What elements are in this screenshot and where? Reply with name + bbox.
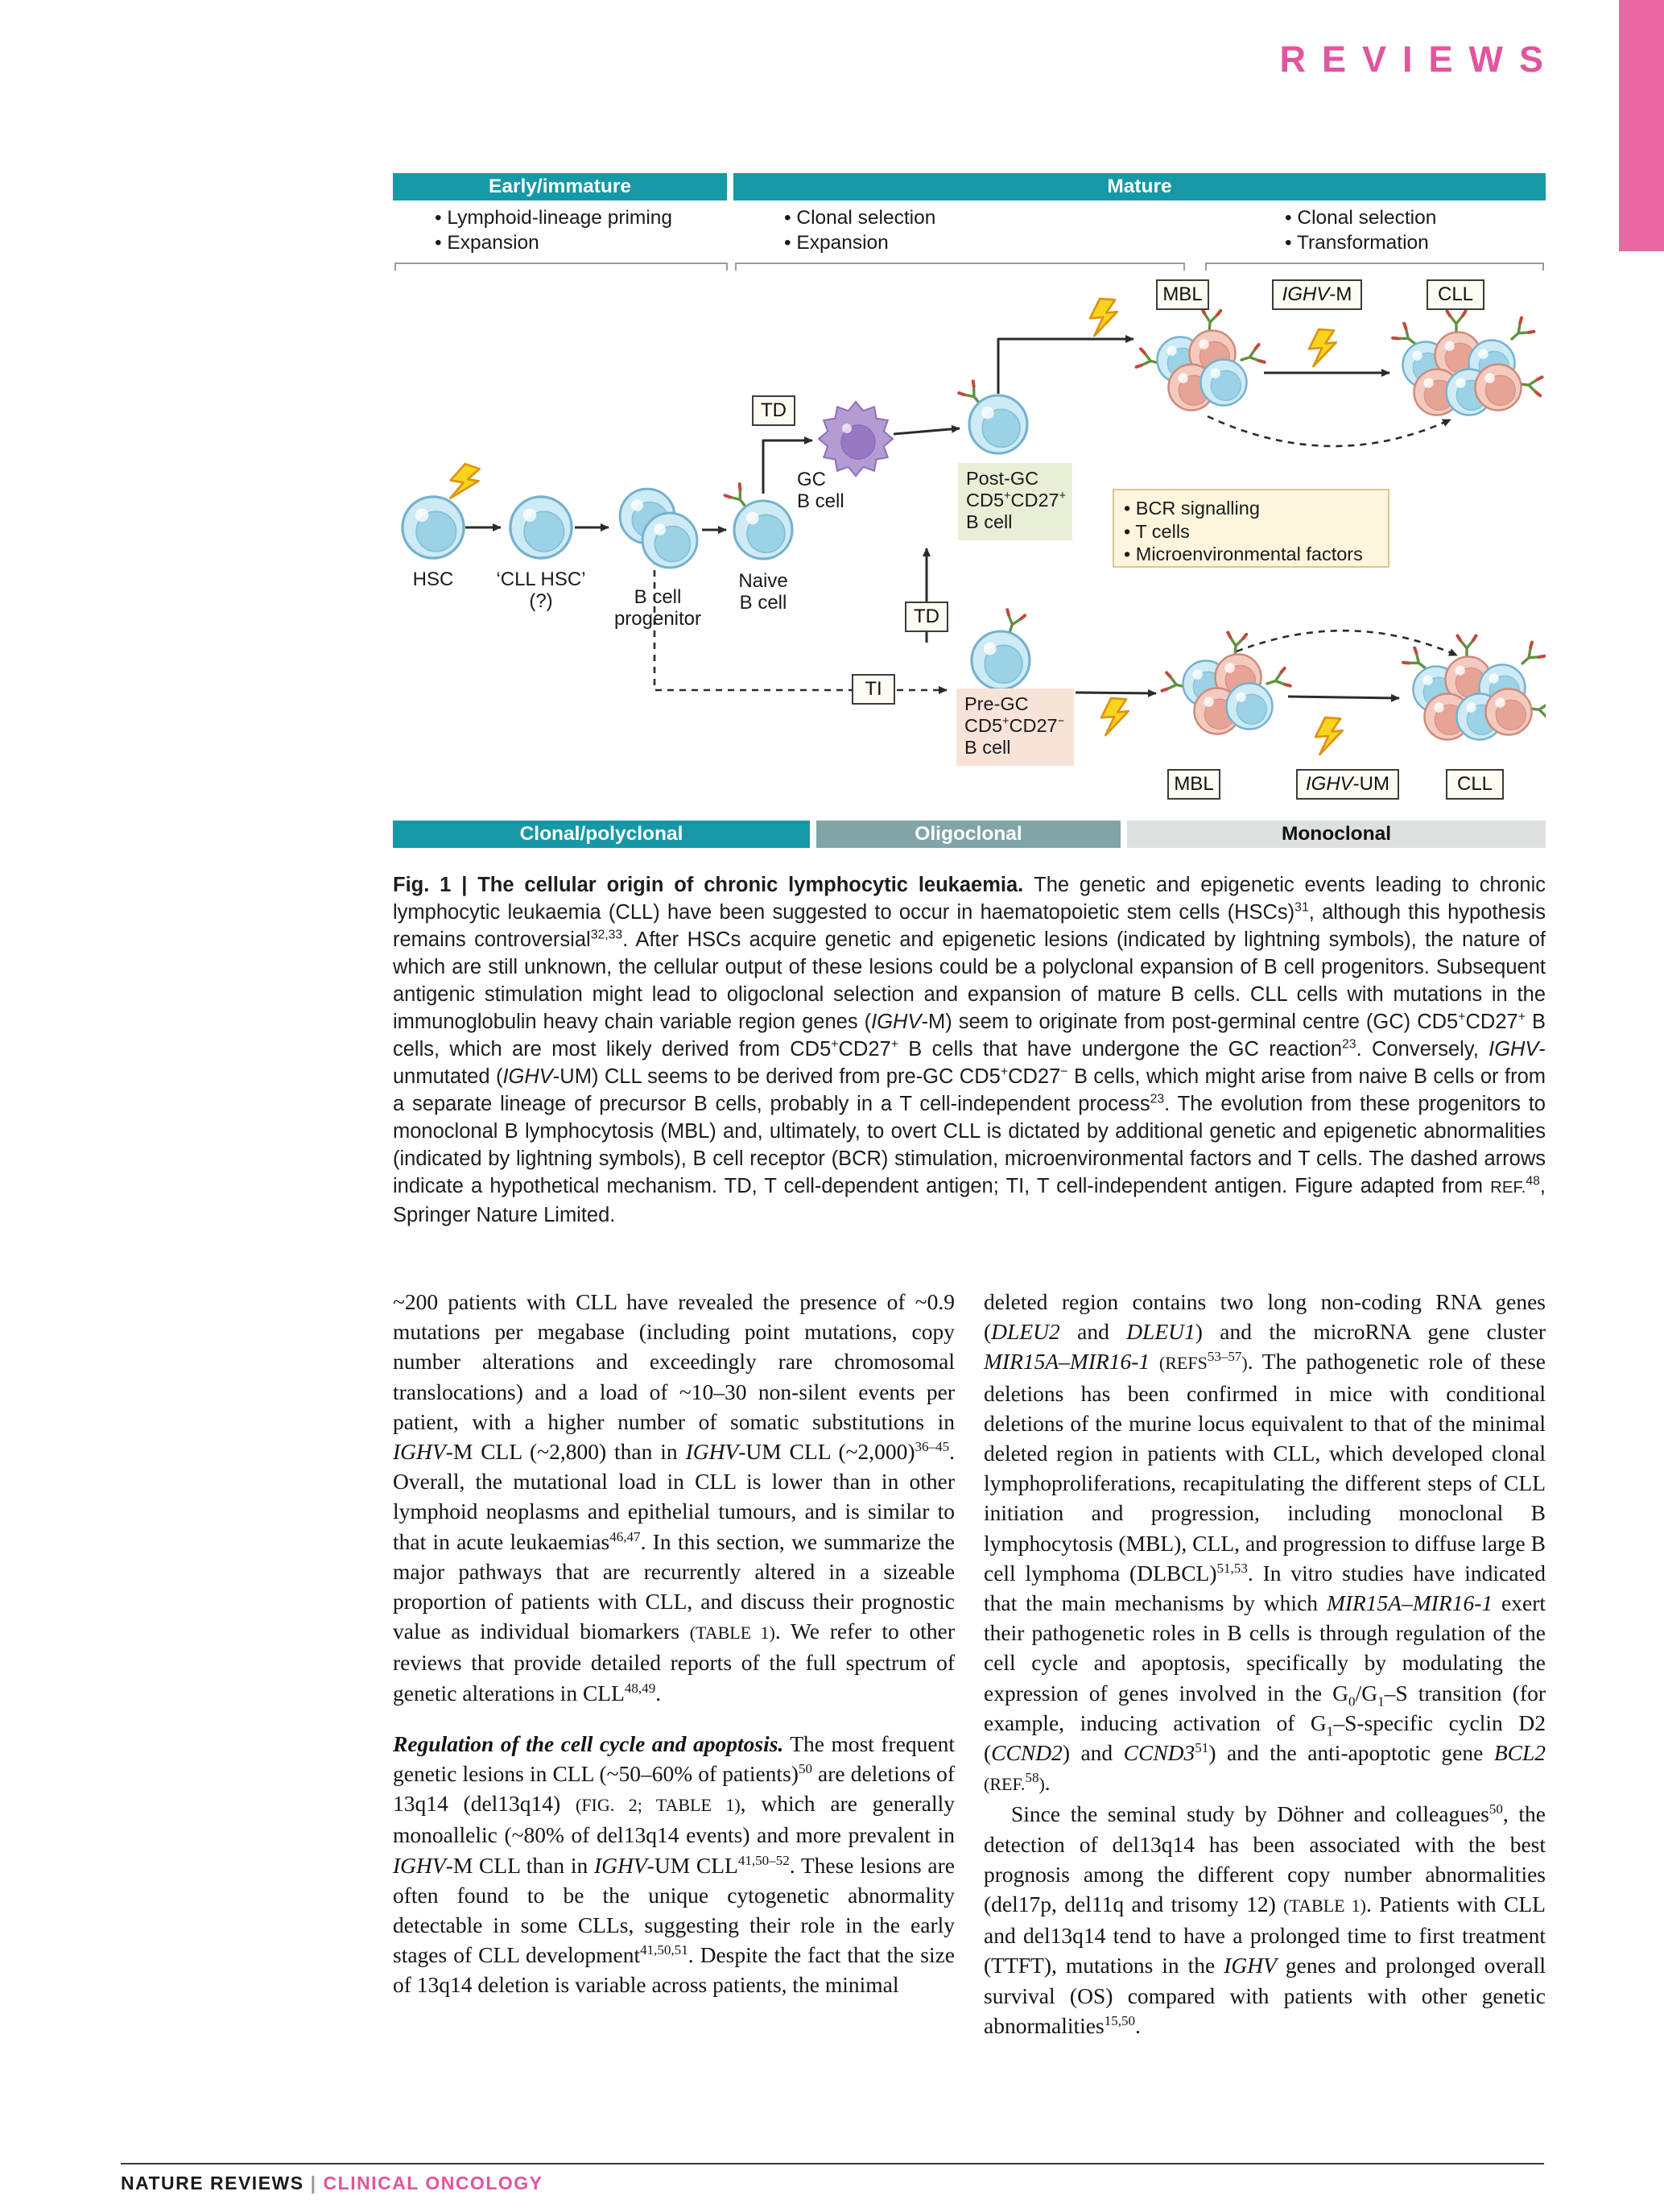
figure-caption: Fig. 1 | The cellular origin of chronic lymphocytic leukaemia. The genetic and epigenetic events leading to chronic lymphocytic leukaemia (CLL) have been suggested to occur in haematopoietic stem cells (HSCs)$^{31}$, although this hypothesis remains controversial$^{32,33}$. After HSCs acquire genetic and epigenetic lesions (indicated by lightning symbols), the nature of which are still unknown, the cellular output of these lesions could be a polyclonal expansion of B cell progenitors. Subsequent antigenic stimulation might lead to oligoclonal selection and expansion of mature B cells. CLL cells with mutations in the immunoglobulin heavy chain variable region genes (IGHV-M) seem to originate from post-germinal centre (GC) CD5+CD27+ B cells, which are most likely derived from CD5+CD27+ B cells that have undergone the GC reaction$^{23}$. Conversely, IGHV-unmutated (IGHV-UM) CLL seems to be derived from pre-GC CD5+CD27− B cells, which might arise from naive B cells or from a separate lineage of precursor B cells, probably in a T cell-independent process$^{23}$. The evolution from these progenitors to monoclonal B lymphocytosis (MBL) and, ultimately, to overt CLL is dictated by additional genetic and epigenetic abnormalities (indicated by lightning symbols), B cell receptor (BCR) stimulation, microenvironmental factors and T cells. The dashed arrows indicate a hypothetical mechanism. TD, T cell-dependent antigen; TI, T cell-independent antigen. Figure adapted from REF.$^{48}$, Springer Nature Limited.: [393, 874, 1546, 1226]
stage-brackets: [395, 263, 1543, 271]
b-cell-progenitor-cells: [620, 489, 697, 568]
page-edge-tab: [1619, 0, 1664, 251]
mbl-cell-cluster-bottom: [1162, 632, 1290, 734]
cll-hsc-cell: [510, 497, 572, 558]
gc-b-cell-label: GC B cell: [797, 469, 844, 512]
naive-b-cell: [725, 484, 792, 559]
b-cell-progenitor-label: B cell progenitor: [613, 586, 702, 630]
gc-b-cell: [819, 402, 893, 476]
stage-bar-early-immature: Early/immature: [393, 173, 727, 201]
footer-separator: |: [310, 2173, 317, 2193]
mbl-cell-cluster-top: [1137, 308, 1265, 410]
pregc-b-cell: [972, 610, 1030, 689]
article-column-right: [984, 1287, 1546, 2040]
article-column-left: [393, 1287, 955, 2000]
microenvironment-factors-box: • BCR signalling • T cells • Microenvironmental factors: [1113, 489, 1389, 568]
postgc-b-cell: [959, 381, 1027, 453]
label-box-mbl-top: MBL: [1156, 279, 1209, 310]
label-box-cll-bottom: CLL: [1446, 769, 1504, 800]
paragraph-mutational-load: ~200 patients with CLL have revealed the presence of ~0.9 mutations per megabase (including point mutations, copy number alterations and exceedingly rare chromosomal translocations) and a load of ~10–30 non-silent events per patient, with a higher number of somatic substitutions in IGHV-M CLL (~2,800) than in IGHV-UM CLL (~2,000)$^{36-45}$. Overall, the mutational load in CLL is lower than in other lymphoid neoplasms and epithelial tumours, and is similar to that in acute leukaemias$^{46,47}$. In this section, we summarize the major pathways that are recurrently altered in a sizeable proportion of patients with CLL, and discuss their prognostic value as individual biomarkers (TABLE 1). We refer to other reviews that provide detailed reports of the full spectrum of genetic alterations in CLL$^{48,49}$.: [393, 1289, 955, 1706]
label-box-ighv-um: IGHV -UM: [1296, 769, 1399, 800]
hsc-cell: [403, 497, 464, 558]
running-head: REVIEWS: [1279, 39, 1559, 80]
hsc-label: HSC: [412, 569, 454, 590]
journal-footer: [121, 2173, 543, 2194]
label-box-ti: TI: [852, 674, 895, 705]
paragraph-deleted-region: deleted region contains two long non-coding RNA genes (DLEU2 and DLEU1) and the microRNA gene cluster MIR15A–MIR16-1 (REFS$^{53-57}$). The pathogenetic role of these deletions has been confirmed in mice with conditional deletions of the murine locus equivalent to that of the minimal deleted region in patients with CLL, which developed clonal lymphoproliferations, recapitulating the different steps of CLL initiation and progression, including monoclonal B lymphocytosis (MBL), CLL, and progression to diffuse large B cell lymphoma (DLBCL)$^{51,53}$. In vitro studies have indicated that the main mechanisms by which MIR15A–MIR16-1 exert their pathogenetic roles in B cells is through regulation of the cell cycle and apoptosis, specifically by modulating the expression of genes involved in the $G_0/G_1-S$ transition (for example, inducing activation of $G_1-S$-specific cyclin D2 (CCND2) and $CCND3^{51}$) and the anti-apoptotic gene BCL2 (REF.$^{58}$).: [984, 1289, 1546, 1796]
paragraph-dohner-study: Since the seminal study by Döhner and colleagues$^{50}$, the detection of del13q14 has been associated with the best prognosis among the different copy number abnormalities (del17p, del11q and trisomy 12) (TABLE 1). Patients with CLL and del13q14 tend to have a prolonged time to first treatment (TTFT), mutations in the IGHV genes and prolonged overall survival (OS) compared with patients with other genetic abnormalities$^{15,50}$.: [984, 1801, 1546, 2038]
cll-cell-cluster-top: [1393, 312, 1542, 416]
label-box-cll-top: CLL: [1427, 279, 1484, 310]
clonality-bar-clonal-polyclonal: Clonal/polyclonal: [393, 821, 810, 848]
pregc-label-box: Pre-GC CD5+CD27− B cell: [956, 688, 1074, 766]
label-box-ighv-m: IGHV -M: [1272, 279, 1362, 310]
label-box-td-top: TD: [752, 395, 795, 426]
stage-bullets-mature-selection: • Clonal selection • Expansion: [784, 205, 935, 255]
clonality-bar-monoclonal: Monoclonal: [1127, 821, 1546, 848]
clonality-bar-oligoclonal: Oligoclonal: [816, 821, 1121, 848]
postgc-label-box: Post-GC CD5+CD27+ B cell: [958, 463, 1072, 540]
footer-section-name: CLINICAL ONCOLOGY: [323, 2173, 543, 2193]
figure-1-diagram: [393, 173, 1546, 859]
stage-bar-mature: Mature: [733, 173, 1546, 201]
paragraph-cell-cycle-apoptosis: Regulation of the cell cycle and apoptosis. The most frequent genetic lesions in CLL (~50–60% of patients)$^{50}$ are deletions of 13q14 (del13q14) (FIG. 2; TABLE 1), which are generally monoallelic (~80% of del13q14 events) and more prevalent in IGHV-M CLL than in IGHV-UM CLL$^{41,50-52}$. These lesions are often found to be the unique cytogenetic abnormality detectable in some CLLs, suggesting their role in the early stages of CLL development$^{41,50,51}$. Despite the fact that the size of 13q14 deletion is variable across patients, the minimal: [393, 1730, 956, 1998]
label-box-td-mid: TD: [905, 602, 948, 632]
cll-cell-cluster-bottom: [1403, 636, 1546, 740]
stage-bullets-mature-transformation: • Clonal selection • Transformation: [1285, 205, 1436, 255]
footer-journal-name: NATURE REVIEWS: [121, 2173, 304, 2193]
cll-hsc-label: ‘CLL HSC’ (?): [496, 569, 586, 612]
stage-bullets-early: • Lymphoid-lineage priming • Expansion: [435, 205, 672, 255]
footer-rule: [121, 2163, 1544, 2164]
label-box-mbl-bottom: MBL: [1167, 769, 1220, 800]
naive-b-cell-label: Naive B cell: [738, 570, 788, 614]
